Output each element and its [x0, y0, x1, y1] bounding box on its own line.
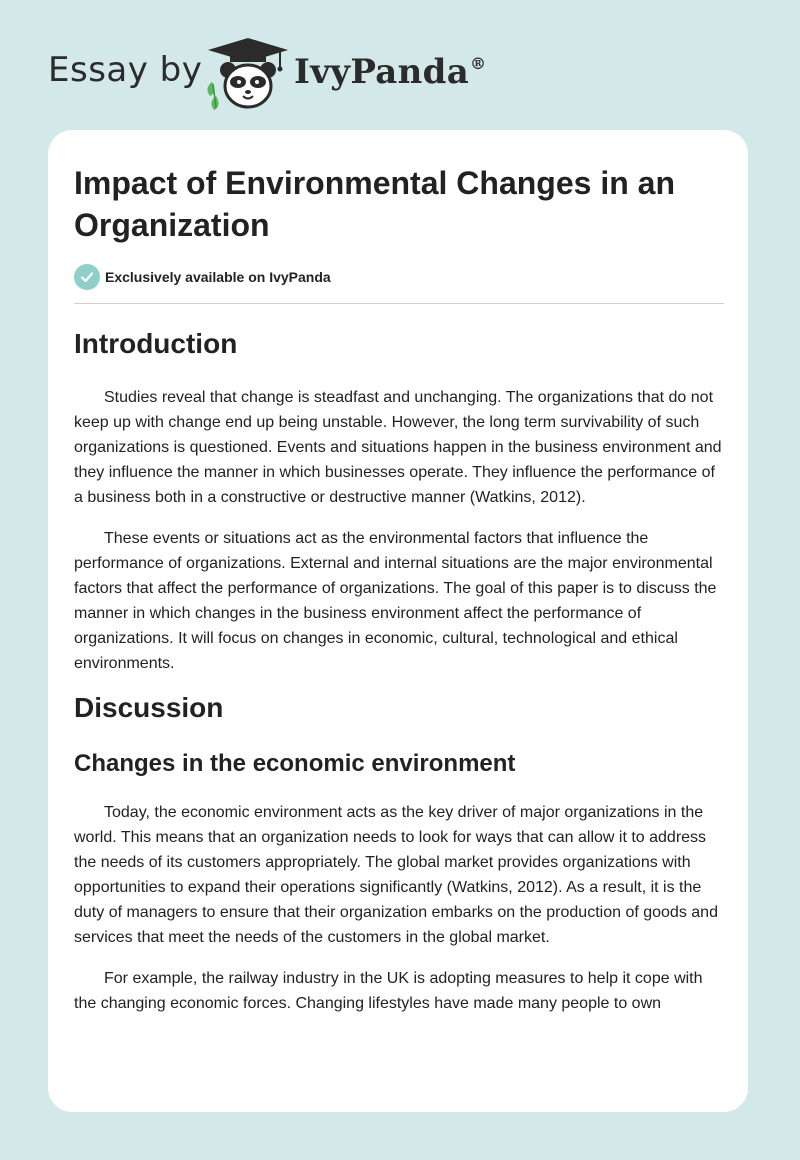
discussion-heading: Discussion [74, 692, 224, 723]
exclusive-label: Exclusively available on IvyPanda [105, 269, 331, 285]
essay-card [48, 130, 748, 1112]
ivypanda-logo-icon[interactable] [200, 36, 296, 110]
economic-paragraph-1: Today, the economic environment acts as the key driver of major organizations in the world. This means that an organization needs to look for ways that can allow it to address the needs of its customers appropriately. The global market provides organizations with opportunities to expand their operations significantly (Watkins, 2012). As a result, it is the duty of managers to ensure that their organization embarks on the production of goods and services that meet the needs of the customers in the global market. [74, 804, 718, 946]
brand-name[interactable] [294, 52, 486, 92]
introduction-paragraph-2: These events or situations act as the environmental factors that influence the performance of organizations. External and internal situations are the major environmental factors that affect the performance of organizations. The goal of this paper is to discuss the manner in which changes in the business environment affect the performance of organizations. It will focus on changes in economic, cultural, technological and ethical environments. [74, 530, 717, 672]
economic-environment-heading: Changes in the economic environment [74, 750, 516, 777]
brand-name-text: IvyPanda [294, 52, 470, 92]
essay-by-label: Essay by [48, 50, 203, 90]
essay-title: Impact of Environmental Changes in an Organization [74, 165, 675, 243]
introduction-heading: Introduction [74, 328, 238, 359]
title-divider [74, 303, 724, 304]
economic-paragraph-2: For example, the railway industry in the UK is adopting measures to help it cope with the changing economic forces. Changing lifestyles have made many people to own [74, 970, 703, 1012]
checkmark-icon [74, 264, 100, 290]
introduction-paragraph-1: Studies reveal that change is steadfast and unchanging. The organizations that do not keep up with change end up being unstable. However, the long term survivability of such organizations is questioned. Events and situations happen in the business environment and they influence the manner in which businesses operate. They influence the performance of a business both in a constructive or destructive manner (Watkins, 2012). [74, 389, 722, 506]
exclusive-badge [74, 263, 724, 291]
registered-mark: ® [470, 54, 487, 73]
essay-content [74, 162, 724, 1016]
site-header [0, 0, 800, 120]
